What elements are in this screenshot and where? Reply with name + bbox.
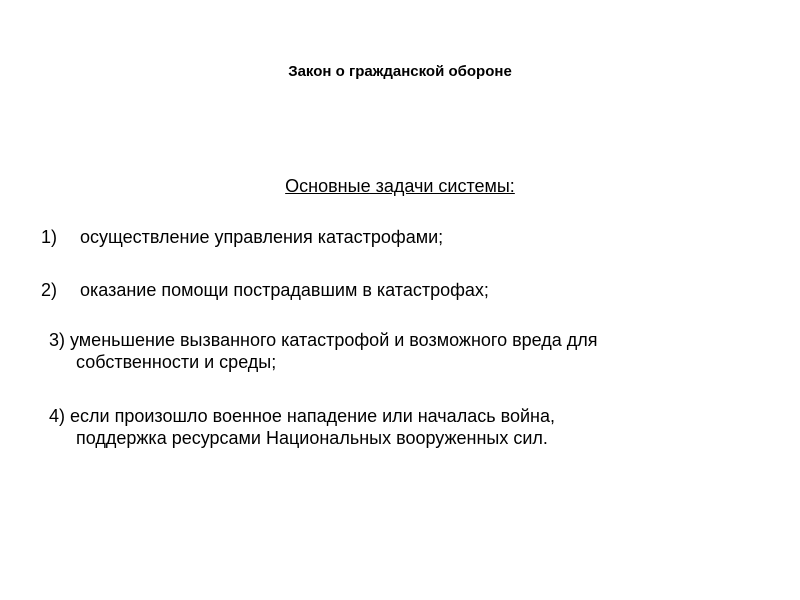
list-item	[49, 329, 769, 373]
list-item-text-line2: собственности и среды;	[76, 352, 277, 372]
list-item	[49, 405, 769, 449]
list-item	[41, 226, 741, 248]
list-item-text-line1: 3) уменьшение вызванного катастрофой и возможного вреда для	[49, 330, 598, 350]
list-item-text-line1: 4) если произошло военное нападение или началась война,	[49, 406, 555, 426]
list-item-number: 1)	[41, 227, 58, 247]
list-item-text-line2: поддержка ресурсами Национальных вооруженных сил.	[76, 428, 548, 448]
section-heading: Основные задачи системы:	[285, 176, 515, 196]
list-item	[41, 279, 741, 301]
slide-title: Закон о гражданской обороне	[288, 63, 512, 80]
list-item-text: оказание помощи пострадавшим в катастрофах;	[80, 280, 489, 300]
list-item-text: осуществление управления катастрофами;	[80, 227, 444, 247]
list-item-number: 2)	[41, 280, 58, 300]
